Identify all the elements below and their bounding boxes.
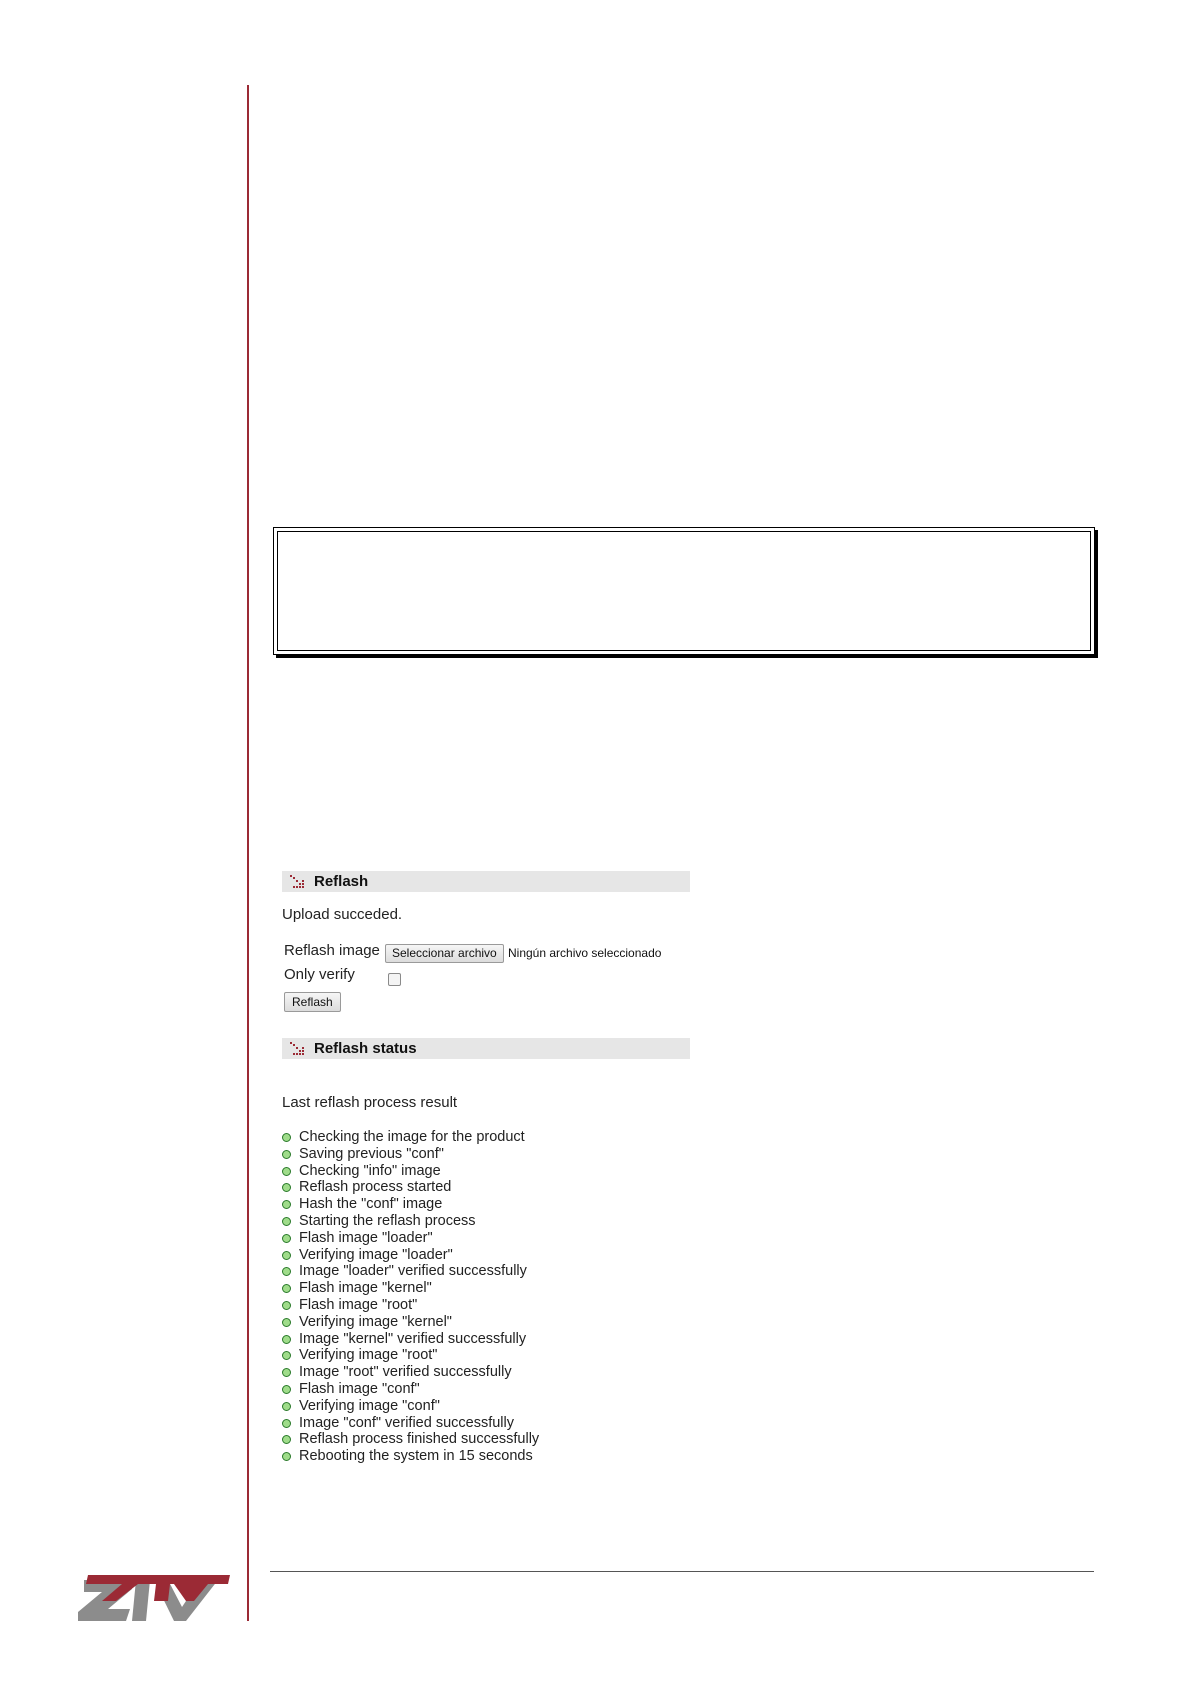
reflash-panel-header: [282, 871, 690, 892]
green-circle-icon: [282, 1335, 291, 1344]
status-step-list: [282, 1129, 539, 1465]
footer-rule: [270, 1571, 1094, 1572]
status-step-label: Image "root" verified successfully: [299, 1364, 512, 1381]
status-step-label: Image "loader" verified successfully: [299, 1263, 527, 1280]
status-step: [282, 1297, 539, 1314]
status-step-label: Verifying image "kernel": [299, 1313, 452, 1330]
empty-note-box: [273, 527, 1095, 655]
green-circle-icon: [282, 1133, 291, 1142]
status-step: [282, 1129, 539, 1146]
reflash-panel-title: Reflash: [314, 873, 369, 890]
green-circle-icon: [282, 1267, 291, 1276]
only-verify-checkbox[interactable]: [388, 973, 401, 986]
status-step-label: Image "conf" verified successfully: [299, 1414, 514, 1431]
status-step-label: Reflash process finished successfully: [299, 1431, 540, 1448]
green-circle-icon: [282, 1435, 291, 1444]
status-step-label: Image "kernel" verified successfully: [299, 1330, 527, 1347]
green-circle-icon: [282, 1284, 291, 1293]
margin-rule: [247, 85, 249, 1621]
dotted-corner-icon: [290, 875, 306, 889]
status-step: [282, 1280, 539, 1297]
file-status-text: Ningún archivo seleccionado: [508, 946, 662, 960]
status-step-label: Verifying image "loader": [299, 1246, 453, 1263]
status-step: [282, 1263, 539, 1280]
status-step-label: Reflash process started: [299, 1179, 452, 1196]
note-box-inner-border: [277, 531, 1091, 651]
green-circle-icon: [282, 1234, 291, 1243]
green-circle-icon: [282, 1200, 291, 1209]
upload-message: Upload succeded.: [282, 906, 403, 923]
green-circle-icon: [282, 1318, 291, 1327]
status-step: [282, 1146, 539, 1163]
result-heading: Last reflash process result: [282, 1094, 458, 1111]
status-step: [282, 1448, 539, 1465]
green-circle-icon: [282, 1167, 291, 1176]
status-step: [282, 1196, 539, 1213]
green-circle-icon: [282, 1368, 291, 1377]
green-circle-icon: [282, 1402, 291, 1411]
status-step: [282, 1347, 539, 1364]
status-step-label: Hash the "conf" image: [299, 1196, 443, 1213]
green-circle-icon: [282, 1150, 291, 1159]
green-circle-icon: [282, 1183, 291, 1192]
reflash-button[interactable]: Reflash: [284, 992, 341, 1012]
green-circle-icon: [282, 1301, 291, 1310]
green-circle-icon: [282, 1217, 291, 1226]
status-step: [282, 1163, 539, 1180]
status-step: [282, 1230, 539, 1247]
status-step-label: Flash image "kernel": [299, 1280, 432, 1297]
status-step: [282, 1247, 539, 1264]
status-step: [282, 1314, 539, 1331]
status-step: [282, 1331, 539, 1348]
select-file-button[interactable]: Seleccionar archivo: [385, 944, 504, 963]
green-circle-icon: [282, 1452, 291, 1461]
reflash-image-label: Reflash image: [284, 942, 380, 959]
status-step-label: Flash image "loader": [299, 1229, 433, 1246]
status-step: [282, 1364, 539, 1381]
status-step: [282, 1398, 539, 1415]
status-step-label: Checking the image for the product: [299, 1129, 525, 1145]
status-step-label: Starting the reflash process: [299, 1212, 476, 1229]
status-step-label: Rebooting the system in 15 seconds: [299, 1448, 533, 1465]
status-step: [282, 1213, 539, 1230]
green-circle-icon: [282, 1351, 291, 1360]
status-step: [282, 1179, 539, 1196]
status-step: [282, 1415, 539, 1432]
status-panel-header: [282, 1038, 690, 1059]
status-step-label: Verifying image "root": [299, 1347, 438, 1364]
green-circle-icon: [282, 1251, 291, 1260]
status-step-label: Saving previous "conf": [299, 1145, 444, 1162]
dotted-corner-icon: [290, 1042, 306, 1056]
status-step-label: Flash image "root": [299, 1296, 418, 1313]
only-verify-label: Only verify: [284, 966, 355, 983]
status-step-label: Verifying image "conf": [299, 1397, 440, 1414]
status-step-label: Flash image "conf": [299, 1380, 420, 1397]
status-panel-title: Reflash status: [314, 1040, 417, 1057]
status-step: [282, 1431, 539, 1448]
ziv-logo: [78, 1575, 230, 1625]
green-circle-icon: [282, 1385, 291, 1394]
status-step: [282, 1381, 539, 1398]
status-step-label: Checking "info" image: [299, 1162, 441, 1179]
green-circle-icon: [282, 1419, 291, 1428]
